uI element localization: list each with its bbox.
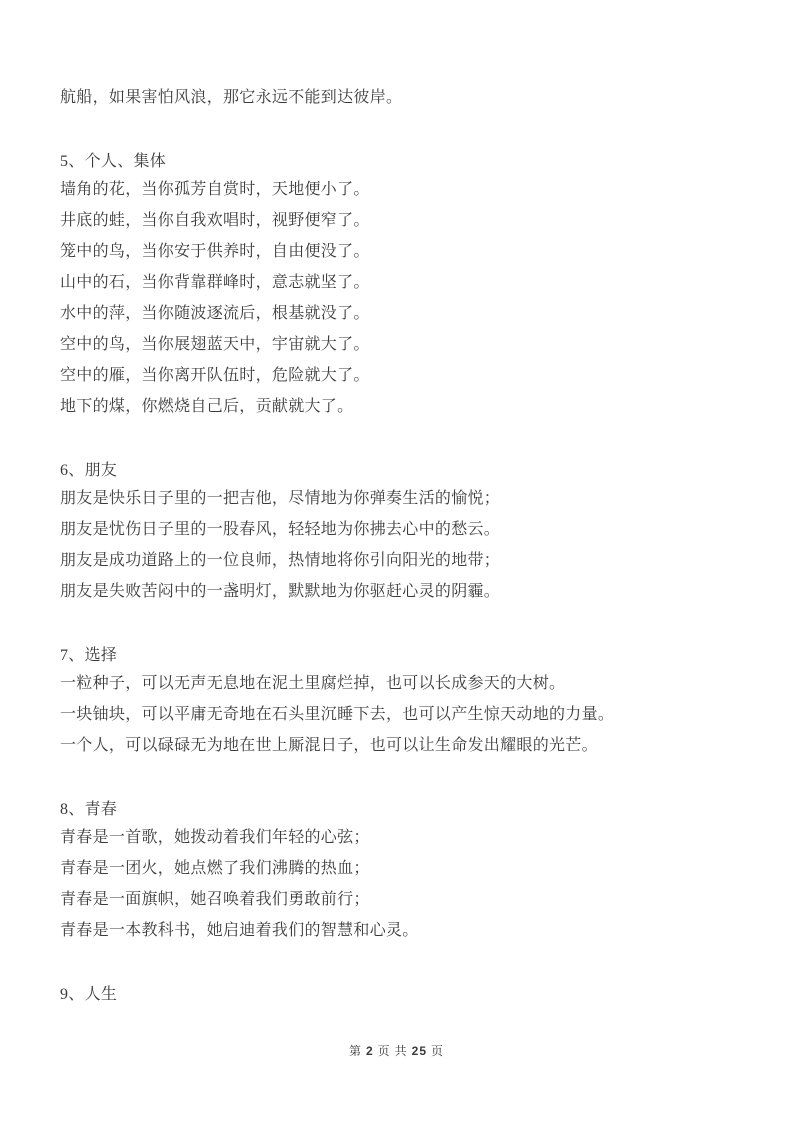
text-line: 地下的煤，你燃烧自己后，贡献就大了。	[60, 398, 354, 415]
text-line: 一块铀块，可以平庸无奇地在石头里沉睡下去，也可以产生惊天动地的力量。	[60, 706, 615, 723]
section-9-heading: 9、人生	[60, 986, 118, 1003]
footer-label: 页 共	[377, 1044, 408, 1058]
paragraph-continuation: 航船，如果害怕风浪，那它永远不能到达彼岸。	[60, 89, 403, 106]
text-line: 青春是一团火，她点燃了我们沸腾的热血；	[60, 860, 370, 877]
text-line: 青春是一面旗帜，她召唤着我们勇敢前行；	[60, 891, 370, 908]
page-footer	[0, 1042, 793, 1059]
text-line: 青春是一本教科书，她启迪着我们的智慧和心灵。	[60, 922, 419, 939]
section-6-heading: 6、朋友	[60, 462, 118, 479]
section-7-heading: 7、选择	[60, 647, 118, 664]
footer-label: 第	[348, 1044, 362, 1058]
current-page-number: 2	[365, 1044, 374, 1058]
section-5-heading: 5、个人、集体	[60, 153, 167, 170]
footer-label: 页	[431, 1044, 445, 1058]
text-line: 一粒种子，可以无声无息地在泥土里腐烂掉，也可以长成参天的大树。	[60, 675, 566, 692]
total-page-number: 25	[411, 1044, 428, 1058]
text-line: 空中的雁，当你离开队伍时，危险就大了。	[60, 367, 370, 384]
text-line: 山中的石，当你背靠群峰时，意志就坚了。	[60, 274, 370, 291]
text-line: 水中的萍，当你随波逐流后，根基就没了。	[60, 305, 370, 322]
text-line: 墙角的花，当你孤芳自赏时，天地便小了。	[60, 181, 370, 198]
text-line: 朋友是快乐日子里的一把吉他，尽情地为你弹奏生活的愉悦；	[60, 490, 501, 507]
text-line: 空中的鸟，当你展翅蓝天中，宇宙就大了。	[60, 336, 370, 353]
text-line: 朋友是忧伤日子里的一股春风，轻轻地为你拂去心中的愁云。	[60, 521, 501, 538]
text-line: 一个人，可以碌碌无为地在世上厮混日子，也可以让生命发出耀眼的光芒。	[60, 737, 598, 754]
text-line: 青春是一首歌，她拨动着我们年轻的心弦；	[60, 829, 370, 846]
text-line: 井底的蛙，当你自我欢唱时，视野便窄了。	[60, 212, 370, 229]
text-line: 朋友是失败苦闷中的一盏明灯，默默地为你驱赶心灵的阴霾。	[60, 583, 501, 600]
text-line: 朋友是成功道路上的一位良师，热情地将你引向阳光的地带；	[60, 552, 501, 569]
text-line: 笼中的鸟，当你安于供养时，自由便没了。	[60, 243, 370, 260]
section-8-heading: 8、青春	[60, 801, 118, 818]
